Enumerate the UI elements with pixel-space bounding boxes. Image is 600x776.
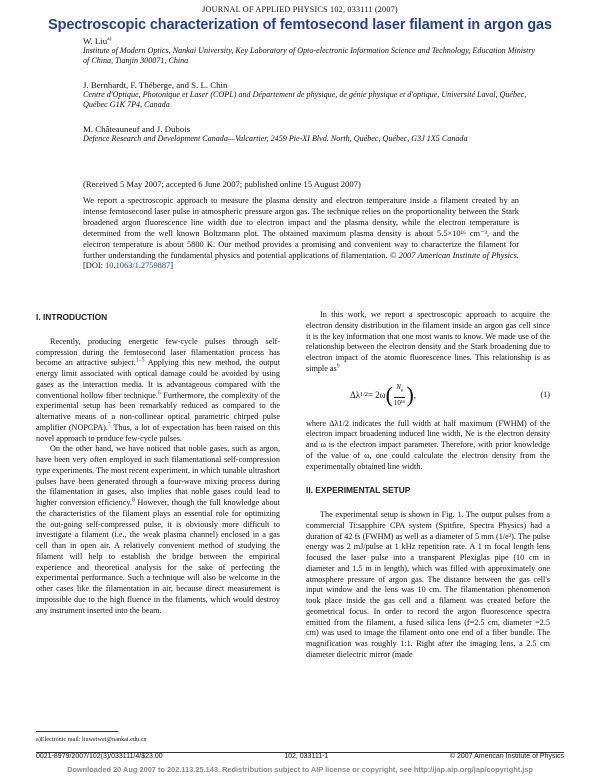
doi-suffix: ]	[170, 261, 174, 271]
abstract-text: We report a spectroscopic approach to measure the plasma density and electron temperature inside a filament created by an intense femtosecond laser pulse in atmospheric pressure argon gas. The technique relies on the proportionality between the Stark broadened argon fluorescence line width due to electron impact and the plasma density, while the electron temperature is determined from the well known Boltzmann plot. The obtained maximum plasma density is about 5.5×10¹⁶ cm⁻³, and the electron temperature is about 5800 K. Our method provides a promising and convenient way to characterize the filament for further understanding the fundamental physics and potential applications of filamentation.	[83, 196, 519, 260]
eq-fraction	[394, 382, 406, 409]
equation-1	[306, 379, 550, 413]
footer-copyright: © 2007 American Institute of Physics	[449, 753, 564, 760]
affiliation: Centre d'Optique, Photonique et Laser (COPL) and Département de physique, de génie physique et d'optique, Université Laval, Québec, Québec G1K 7P4, Canada	[83, 90, 527, 110]
citation-link[interactable]: 8	[131, 497, 135, 504]
text-run: Applying this new method, the output energy limit associated with optical damage could be avoided by using gases as the interaction media. It is advantageous compared with the conventional hollow fiber technique.	[36, 358, 280, 400]
affiliation: Defence Research and Development Canada—Valcartier, 2459 Pie-XI Blvd. North, Québec, Québec, G3J 1X5 Canada	[83, 134, 468, 144]
text-run: In this work, we report a spectroscopic approach to acquire the electron density distribution in the filament inside an argon gas cell since it is the key information that one most wants to know. We made use of the relationship between the electron density and the Stark broadening due to electron impact of the atomic fluorescence lines. This relationship is as simple as	[306, 310, 550, 373]
citation-link[interactable]: 9	[336, 363, 340, 370]
eq-trailing: ,	[413, 390, 417, 401]
author-block-1	[83, 36, 543, 67]
eq-denominator: 10¹⁶	[393, 399, 406, 408]
left-column	[36, 310, 280, 616]
right-paren: )	[406, 382, 414, 408]
running-head: JOURNAL OF APPLIED PHYSICS 102, 033111 (2007)	[202, 5, 398, 14]
doi-link[interactable]: 10.1063/1.2759887	[105, 261, 171, 271]
footnote-email: a)Electronic mail: liuweiwei@nankai.edu.cn	[36, 736, 147, 743]
text-run: Furthermore, the complexity of the experimental setup has been remarkably reduced as compared to the alternative means of a non-collinear optical parametric chirped pulse amplifier (NOPCPA).	[36, 390, 280, 432]
left-paren: (	[385, 382, 393, 408]
eq-numerator-symbol: N	[396, 383, 401, 392]
author-block-3	[83, 124, 543, 144]
affiliation: Institute of Modern Optics, Nankai University, Key Laboratory of Opto-electronic Information Science and Technology, Education Ministry of China, Tianjin 300071, China	[83, 46, 536, 66]
footnote-divider	[36, 731, 118, 732]
citation-link[interactable]: 7	[107, 422, 111, 429]
doi-prefix: [DOI:	[83, 261, 106, 271]
setup-paragraph	[306, 510, 550, 661]
equation-number: (1)	[540, 390, 550, 400]
text-run: However, though the full knowledge about the characteristics of the filament plays an essential role for optimizing the out-going self-compressed pulse, it is obviously more difficult to investigate a filament (i.e., the weak plasma channel) enclosed in a gas cell than in open air. A relatively convenient method of studying the filament will help to establish the bridge between the empirical experience and theoretical analysis for the sake of perfecting the experimental performance. Such a technique will also be welcome in the other cases like the filamentation in air, because direct measurement is impossible due to the high fluence in the filaments, which would destroy any instrument inserted into the beam.	[36, 498, 280, 615]
author-names: W. Liu	[83, 36, 108, 46]
abstract-copyright: © 2007 American Institute of Physics.	[389, 250, 519, 260]
author-names: M. Châteauneuf and J. Dubois	[83, 124, 191, 134]
author-block-2	[83, 80, 543, 111]
section-heading-introduction: I. INTRODUCTION	[36, 312, 108, 322]
right-column	[306, 310, 550, 661]
footer-issn: 0021-8979/2007/102(3)/033111/4/$23.00	[36, 753, 163, 760]
footer-page-number: 102, 033111-1	[284, 753, 329, 760]
publication-dates: (Received 5 May 2007; accepted 6 June 2007; published online 15 August 2007)	[83, 179, 361, 189]
citation-link[interactable]: 6	[157, 389, 161, 396]
author-names: J. Bernhardt, F. Théberge, and S. L. Chin	[83, 80, 228, 90]
citation-link[interactable]: 1–5	[135, 357, 145, 364]
page-footer	[36, 753, 564, 760]
text-run: Thus, a lot of expectation has been raised on this novel approach to produce few-cycle pulses.	[36, 422, 281, 443]
paper-title: Spectroscopic characterization of femtosecond laser filament in argon gas	[48, 17, 552, 33]
footnote-mark: a)	[107, 36, 112, 43]
equation-body	[306, 382, 540, 409]
figure-ref-link[interactable]: 1	[457, 510, 462, 519]
text-run: Recently, producing energetic few-cycle pulses through self-compression during the femtosecond laser filamentation process has become an attractive subject.	[36, 336, 280, 368]
text-run: On the other hand, we have noticed that noble gases, such as argon, have been very often employed in such filamentational self-compression type experiments. The most recent experiment, in which tunable ultrashort pulses have been generated through a four-wave mixing process during the filamentation in gases, also implies that noble gases could lead to higher conversion efficiency.	[36, 444, 280, 507]
text-run: . The output pulses from a commercial Ti:sapphire CPA system (Spitfire, Spectra Physics) had a duration of 42 fs (FWHM) as well as a diameter of 5 mm (1/e²). The pulse energy was 2 mJ/pulse at 1 kHz repetition rate. A 1 m focal length lens focused the laser pulse into a transparent Plexiglas pipe (10 cm in diameter and 1.5 m in length), which was filled with approximately one atmosphere pressure of argon gas. The distance between the gas cell's input window and the lens was 10 cm. The filamentation phenomenon took place inside the gas cell and a filament was created before the geometrical focus. In order to record the argon fluorescence spectra emitted from the filament, a fused silica lens (f=2.5 cm, diameter =2.5 cm) was used to image the filament onto one end of a fiber bundle. The magnification was roughly 1:1. Right after the imaging lens, a 2.5 cm diameter dielectric mirror (made	[306, 510, 550, 659]
eq-numerator-sub: e	[400, 388, 404, 394]
eq-numerator	[394, 382, 405, 398]
intro-paragraph-2	[36, 444, 280, 616]
intro-paragraph-3	[306, 310, 550, 375]
eq-lhs-sub: 1/2	[360, 392, 368, 399]
section-heading-experimental-setup: II. EXPERIMENTAL SETUP	[306, 485, 411, 496]
text-run: The experimental setup is shown in Fig.	[320, 510, 458, 519]
abstract	[83, 196, 519, 272]
equation-explanation: where Δλ1/2 indicates the full width at half maximum (FWHM) of the electron impact broadening induced line width, Ne is the electron density and ω is the electron impact parameter. Therefore, with prior knowledge of the value of ω, one could calculate the electron density from the experimentally obtained line width.	[306, 418, 550, 471]
eq-rhs-prefix: = 2ω	[367, 390, 386, 401]
download-notice: Downloaded 20 Aug 2007 to 202.113.25.143. Redistribution subject to AIP license or copyright, see http://jap.aip.org/jap/copyright.jsp	[67, 765, 533, 774]
intro-paragraph-1	[36, 337, 280, 445]
eq-lhs: Δλ	[350, 390, 361, 401]
